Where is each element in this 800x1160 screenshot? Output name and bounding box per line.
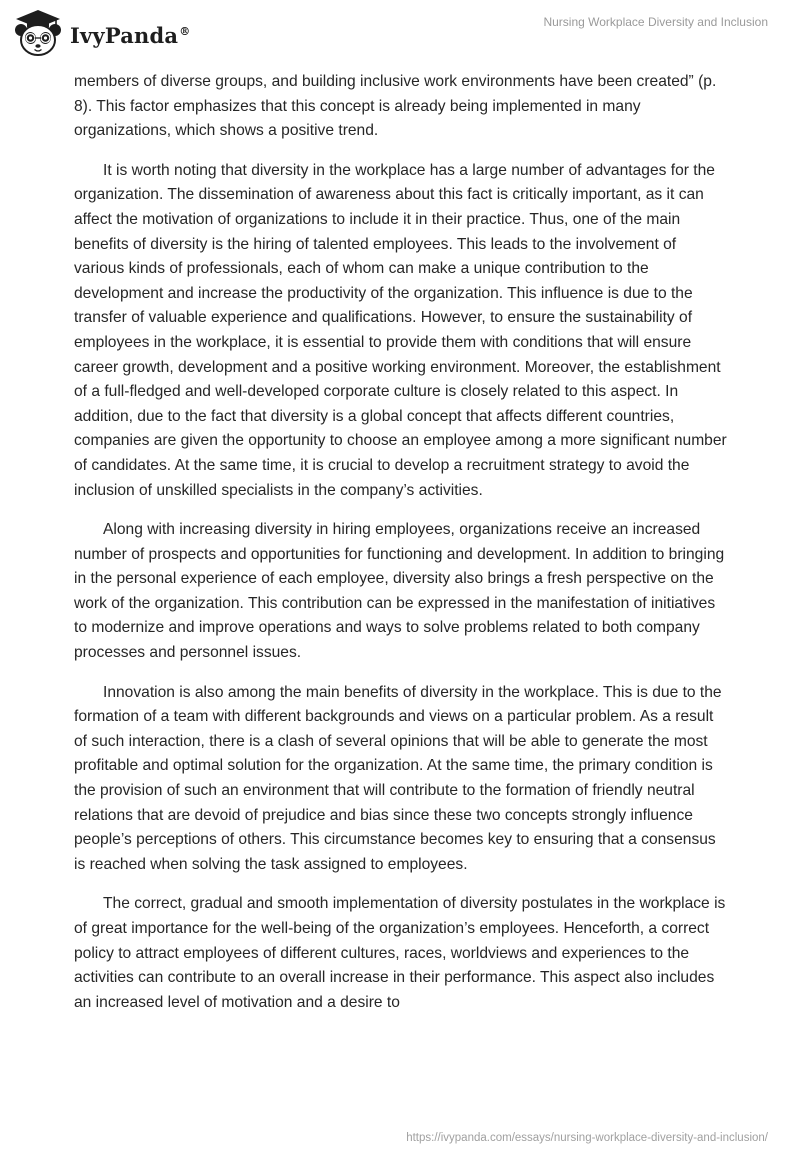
paragraph-innovation: Innovation is also among the main benefits of diversity in the workplace. This is due to the formation of a team with different backgrounds and views on a particular problem. As a result of such interaction, there is a clash of several opinions that will be able to generate the most profitable and optimal solution for the organization. At the same time, the primary condition is the provision of such an environment that will contribute to the formation of friendly neutral relations that are devoid of prejudice and bias since these two concepts strongly influence people’s perceptions of others. This circumstance becomes key to ensuring that a consensus is reached when solving the task assigned to employees. <box>74 683 722 873</box>
brand-name: IvyPanda® <box>70 22 191 48</box>
brand-logo[interactable] <box>12 8 190 58</box>
paragraph-advantages: It is worth noting that diversity in the workplace has a large number of advantages for the organization. The dissemination of awareness about this fact is critically important, as it can affect the motivation of organizations to include it in their practice. Thus, one of the main benefits of diversity is the hiring of talented employees. This leads to the involvement of various kinds of professionals, each of whom can make a unique contribution to the development and increase the productivity of the organization. This influence is due to the transfer of valuable experience and qualifications. However, to ensure the sustainability of employees in the workplace, it is essential to provide them with conditions that will ensure career growth, development and a positive working environment. Moreover, the establishment of a full-fledged and well-developed corporate culture is closely related to this aspect. In addition, due to the fact that diversity is a global concept that affects different countries, companies are given the opportunity to choose an employee among a more significant number of candidates. At the same time, it is crucial to develop a recruitment strategy to avoid the inclusion of unskilled specialists in the company’s activities. <box>74 161 727 499</box>
paragraph-prospects: Along with increasing diversity in hiring employees, organizations receive an increased number of prospects and opportunities for functioning and development. In addition to bringing in the personal experience of each employee, diversity also brings a fresh perspective on the work of the organization. This contribution can be expressed in the manifestation of initiatives to modernize and improve operations and ways to solve problems related to both company processes and personnel issues. <box>74 521 725 662</box>
paragraph-implementation: The correct, gradual and smooth implementation of diversity postulates in the workplace is of great importance for the well-being of the organization’s employees. Henceforth, a correct policy to attract employees of different cultures, races, worldviews and experiences to the activities can contribute to an overall increase in their performance. This aspect also includes an increased level of motivation and a desire to <box>74 895 726 1011</box>
essay-body <box>74 70 728 1030</box>
registered-mark: ® <box>179 24 191 38</box>
document-title: Nursing Workplace Diversity and Inclusion <box>543 15 768 29</box>
page-header <box>0 0 800 66</box>
panda-graduate-logo-icon <box>12 8 64 58</box>
paragraph-continued: members of diverse groups, and building inclusive work environments have been created” (p. 8). This factor emphasizes that this concept is already being implemented in many organizations, which shows a positive trend. <box>74 73 717 140</box>
source-url[interactable]: https://ivypanda.com/essays/nursing-workplace-diversity-and-inclusion/ <box>406 1132 768 1144</box>
